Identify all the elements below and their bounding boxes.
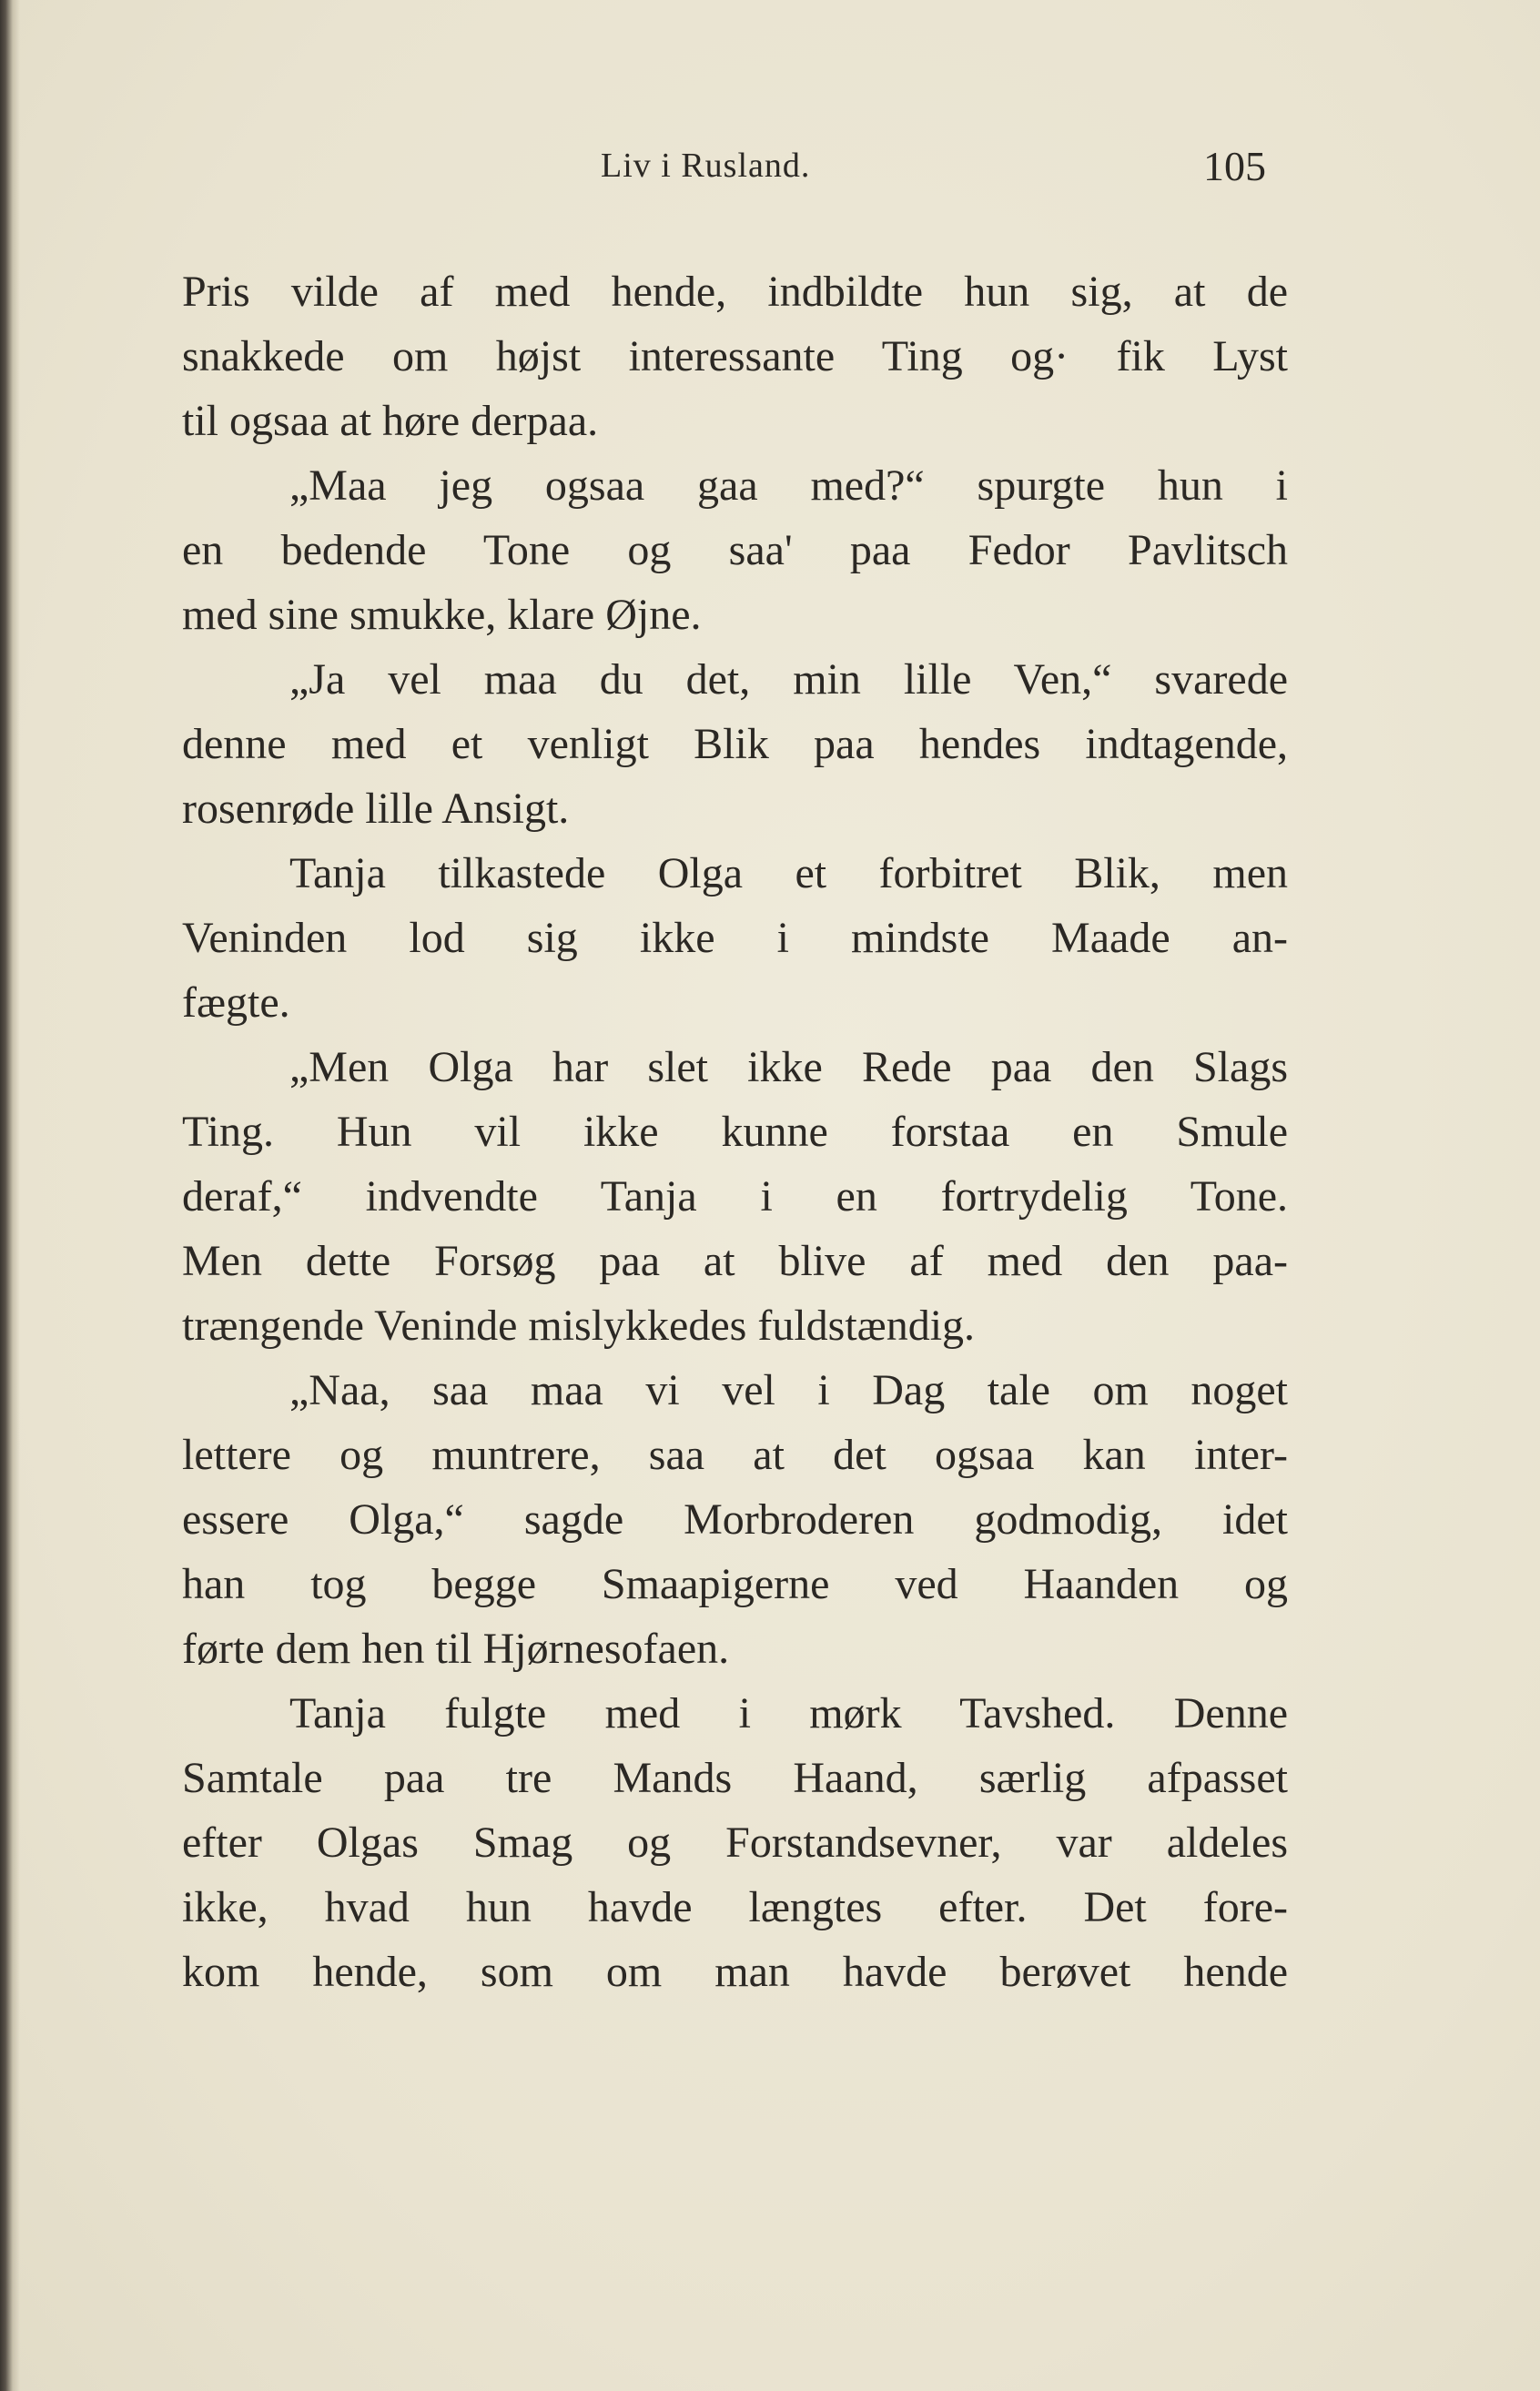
text-line: førte dem hen til Hjørnesofaen. [182,1625,730,1673]
text-line: til ogsaa at høre derpaa. [182,397,599,445]
text-line: lettere og muntrere, saa at det ogsaa kan inter- [182,1431,1288,1479]
page-binding-edge [0,0,20,2391]
page-header [0,143,1540,200]
page-number: 105 [1203,143,1266,189]
text-line: Pris vilde af med hende, indbildte hun sig, at de [182,268,1288,316]
text-line: han tog begge Smaapigerne ved Haanden og [182,1560,1288,1608]
text-line: Tanja fulgte med i mørk Tavshed. Denne [289,1689,1288,1738]
text-line: trængende Veninde mislykkedes fuldstændig. [182,1302,976,1350]
text-line: fægte. [182,978,290,1027]
running-title: Liv i Rusland. [601,147,811,185]
text-line: denne med et venligt Blik paa hendes indtagende, [182,720,1288,768]
text-line: kom hende, som om man havde berøvet hende [182,1948,1288,1996]
text-line: efter Olgas Smag og Forstandsevner, var aldeles [182,1819,1288,1867]
text-line: Veninden lod sig ikke i mindste Maade an- [182,914,1288,962]
text-line: Samtale paa tre Mands Haand, særlig afpasset [182,1754,1288,1802]
text-line: „Ja vel maa du det, min lille Ven,“ svarede [289,655,1288,704]
text-line: „Men Olga har slet ikke Rede paa den Slags [289,1043,1288,1091]
text-line: Men dette Forsøg paa at blive af med den paa- [182,1237,1288,1285]
text-line: rosenrøde lille Ansigt. [182,785,570,833]
text-line: med sine smukke, klare Øjne. [182,591,702,639]
text-line: Ting. Hun vil ikke kunne forstaa en Smule [182,1108,1288,1156]
text-line: ikke, hvad hun havde længtes efter. Det fore- [182,1883,1288,1931]
text-line: snakkede om højst interessante Ting og· fik Lyst [182,332,1288,380]
text-line: essere Olga,“ sagde Morbroderen godmodig, idet [182,1495,1288,1544]
text-line: „Naa, saa maa vi vel i Dag tale om noget [289,1366,1288,1414]
text-line: deraf,“ indvendte Tanja i en fortrydelig Tone. [182,1172,1288,1221]
text-line: „Maa jeg ogsaa gaa med?“ spurgte hun i [289,461,1288,510]
body-text [182,259,1288,2004]
text-line: Tanja tilkastede Olga et forbitret Blik, men [289,849,1288,897]
text-line: en bedende Tone og saa' paa Fedor Pavlitsch [182,526,1288,574]
